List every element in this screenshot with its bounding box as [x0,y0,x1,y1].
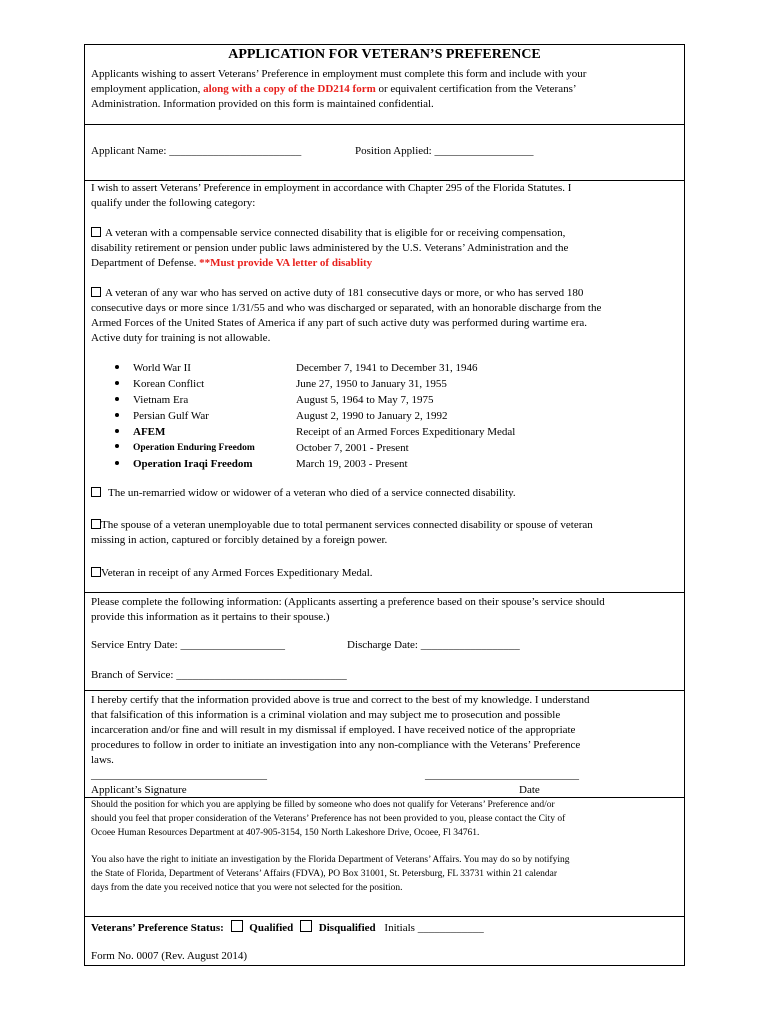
notice-line-4: You also have the right to initiate an investigation by the Florida Department of Veterans’ Affairs. You may do so by notifying [91,855,570,865]
qualified-label: Qualified [249,922,294,934]
form-title: APPLICATION FOR VETERAN’S PREFERENCE [228,47,541,62]
category-4-checkbox[interactable] [91,519,101,529]
initials-field[interactable]: Initials ____________ [384,922,484,934]
notice-line-1: Should the position for which you are applying be filled by someone who does not qualify for Veterans’ Preference and/or [91,800,555,810]
intro-line-3: Administration. Information provided on this form is maintained confidential. [91,98,434,110]
notice-line-6: days from the date you received notice that you were not selected for the position. [91,883,403,893]
war-dates: August 2, 1990 to January 2, 1992 [296,410,448,422]
war-dates: August 5, 1964 to May 7, 1975 [296,394,434,406]
war-item: Operation Iraqi Freedom [115,457,253,471]
bullet-icon [115,413,119,417]
signature-line[interactable]: ________________________________ [91,769,267,781]
applicant-name-field[interactable]: Applicant Name: ________________________ [91,145,302,157]
certify-line-1: I hereby certify that the information provided above is true and correct to the best of my knowledge. I understand [91,694,590,706]
bullet-icon [115,444,119,448]
category-2-line-1: A veteran of any war who has served on active duty of 181 consecutive days or more, or who has served 180 [91,286,583,300]
status-label: Veterans’ Preference Status: [91,922,224,934]
bullet-icon [115,397,119,401]
category-1-line-1: A veteran with a compensable service connected disability that is eligible for or receiving compensation, [91,226,565,240]
war-item: Persian Gulf War [115,409,209,423]
date-line[interactable]: ____________________________ [425,769,579,781]
category-5: Veteran in receipt of any Armed Forces Expeditionary Medal. [91,566,373,580]
category-1-line-3: Department of Defense. **Must provide VA letter of disablity [91,257,373,269]
service-info-section [85,593,684,691]
status-section [85,917,684,967]
war-item: AFEM [115,425,165,439]
category-1-checkbox[interactable] [91,227,101,237]
signature-label: Applicant’s Signature [91,784,187,796]
war-item: Korean Conflict [115,377,204,391]
category-5-checkbox[interactable] [91,567,101,577]
applicant-section [85,125,684,181]
notice-line-5: the State of Florida, Department of Veterans’ Affairs (FDVA), PO Box 31001, St. Petersburg, FL 33731 within 21 calendar [91,869,558,879]
war-dates: Receipt of an Armed Forces Expeditionary Medal [296,426,516,438]
war-item: Operation Enduring Freedom [115,441,255,455]
categories-section [85,181,684,593]
qualified-checkbox[interactable] [231,920,243,932]
war-item: Vietnam Era [115,393,188,407]
category-1-line-2: disability retirement or pension under public laws administered by the U.S. Veterans’ Administration and the [91,242,569,254]
date-label: Date [519,784,540,796]
certify-line-3: incarceration and/or fine and will result in my dismissal if employed. I have received notice of the appropriate [91,724,576,736]
war-item: World War II [115,361,191,375]
bullet-icon [115,365,119,369]
intro-line-1: Applicants wishing to assert Veterans’ Preference in employment must complete this form and include with your [91,68,587,80]
info-line-1: Please complete the following information: (Applicants asserting a preference based on their spouse’s service should [91,596,605,608]
category-3-checkbox[interactable] [91,487,101,497]
position-applied-field[interactable]: Position Applied: __________________ [355,145,534,157]
category-4-line-2: missing in action, captured or forcibly detained by a foreign power. [91,534,388,546]
category-2-checkbox[interactable] [91,287,101,297]
status-row [91,920,484,935]
war-dates: December 7, 1941 to December 31, 1946 [296,362,478,374]
va-letter-requirement: **Must provide VA letter of disablity [199,257,373,269]
category-3: The un-remarried widow or widower of a veteran who died of a service connected disability. [91,486,516,500]
veterans-preference-form [84,44,685,966]
service-entry-date-field[interactable]: Service Entry Date: ___________________ [91,639,285,651]
certify-line-5: laws. [91,754,114,766]
category-2-line-4: Active duty for training is not allowable. [91,332,271,344]
dd214-requirement: along with a copy of the DD214 form [203,83,376,95]
category-4-line-1: The spouse of a veteran unemployable due to total permanent services connected disability or spouse of veteran [91,518,593,532]
bullet-icon [115,461,119,465]
branch-of-service-field[interactable]: Branch of Service: _______________________________ [91,669,347,681]
notice-section [85,798,684,917]
bullet-icon [115,429,119,433]
certify-line-2: that falsification of this information is a criminal violation and may subject me to prosecution and possible [91,709,561,721]
info-line-2: provide this information as it pertains to their spouse.) [91,611,330,623]
discharge-date-field[interactable]: Discharge Date: __________________ [347,639,520,651]
bullet-icon [115,381,119,385]
intro-section [85,45,684,125]
assert-line-2: qualify under the following category: [91,197,256,209]
category-2-line-3: Armed Forces of the United States of America if any part of such active duty was performed during wartime era. [91,317,588,329]
intro-line-2: employment application, along with a copy of the DD214 form or equivalent certification from the Veterans’ [91,83,577,95]
notice-line-3: Ocoee Human Resources Department at 407-905-3154, 150 North Lakeshore Drive, Ocoee, Fl 34761. [91,828,480,838]
category-2-line-2: consecutive days or more since 1/31/55 and who was discharged or separated, with an honorable discharge from the [91,302,602,314]
war-dates: March 19, 2003 - Present [296,458,408,470]
certification-section [85,691,684,798]
disqualified-label: Disqualified [318,922,376,934]
war-dates: June 27, 1950 to January 31, 1955 [296,378,447,390]
assert-line-1: I wish to assert Veterans’ Preference in employment in accordance with Chapter 295 of the Florida Statutes. I [91,182,572,194]
notice-line-2: should you feel that proper consideration of the Veterans’ Preference has not been provided to you, please contact the City of [91,814,566,824]
war-dates: October 7, 2001 - Present [296,442,409,454]
disqualified-checkbox[interactable] [300,920,312,932]
certify-line-4: procedures to follow in order to initiate an investigation into any non-compliance with the Veterans’ Preference [91,739,581,751]
form-number: Form No. 0007 (Rev. August 2014) [91,950,248,962]
